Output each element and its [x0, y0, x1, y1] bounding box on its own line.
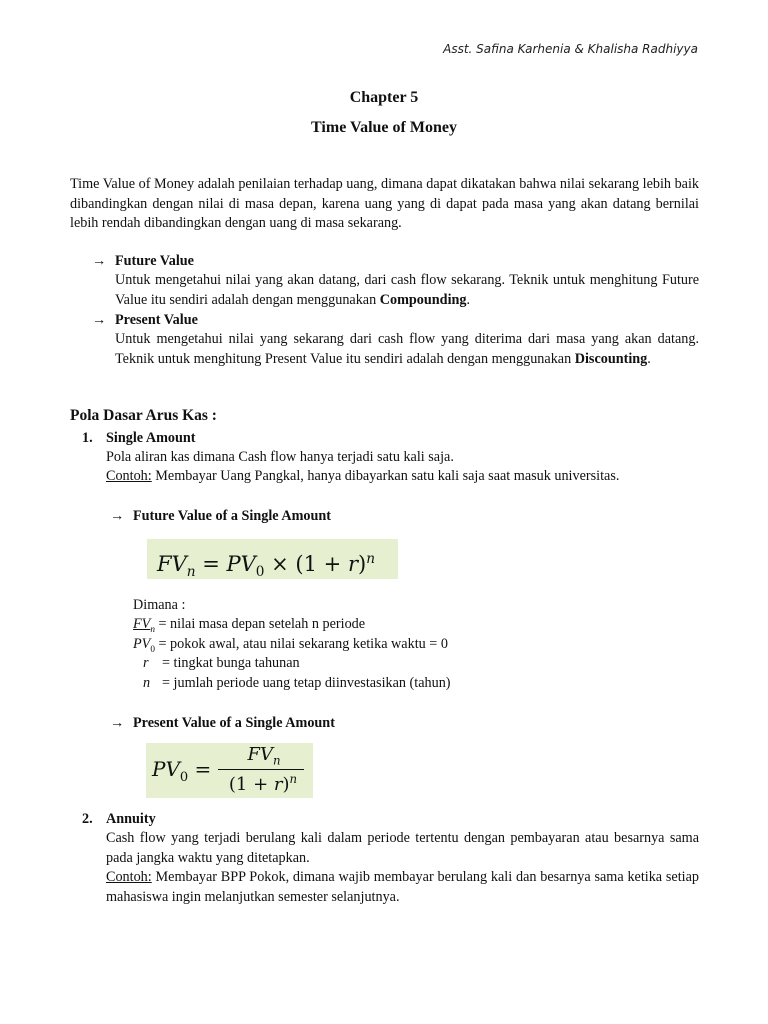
present-value-text: Untuk mengetahui nilai yang sekarang dari cash flow yang diterima dari masa yang akan datang. Teknik untuk menghitung Present Value itu sendiri adalah dengan menggunakan Discounting.: [115, 331, 699, 367]
author-header: Asst. Safina Karhenia & Khalisha Radhiyya: [443, 42, 698, 56]
def-n: n = jumlah periode uang tetap diinvestasikan (tahun): [143, 675, 451, 691]
future-value-heading: Future Value: [115, 253, 194, 269]
annuity-desc: Cash flow yang terjadi berulang kali dalam periode tertentu dengan pembayaran atau besarnya sama pada jangka waktu yang ditetapkan.: [106, 830, 699, 866]
arrow-icon: →: [92, 312, 107, 328]
fv-formula: $FV_n = PV_0 \times (1 + r)^n$: [147, 539, 398, 579]
pv-formula: $PV_0$ = $FV_n$ $(1 + r)^n$: [146, 743, 313, 798]
compounding-term: Compounding: [379, 291, 467, 308]
single-amount-example: Contoh: Membayar Uang Pangkal, hanya dibayarkan satu kali saja saat masuk universitas.: [106, 468, 620, 484]
discounting-term: Discounting: [574, 350, 648, 367]
pola-dasar-heading: Pola Dasar Arus Kas :: [70, 407, 217, 424]
fraction-denominator: $(1 + r)^n$: [228, 772, 298, 795]
intro-paragraph: Time Value of Money adalah penilaian terhadap uang, dimana dapat dikatakan bahwa nilai sekarang lebih baik dibandingkan dengan nilai di masa depan, karena uang yang di dapat pada masa yang akan datang bernilai lebih rendah dibandingkan dengan uang di masa sekarang.: [70, 176, 699, 231]
arrow-icon: →: [92, 253, 107, 269]
present-value-heading: Present Value: [115, 312, 198, 328]
fv-single-heading: Future Value of a Single Amount: [133, 508, 331, 524]
dimana-label: Dimana :: [133, 597, 186, 613]
arrow-icon: →: [110, 715, 125, 731]
annuity-example: Contoh: Membayar BPP Pokok, dimana wajib membayar berulang kali dan besarnya sama ketika setiap mahasiswa ingin melanjutkan semester selanjutnya.: [106, 869, 699, 905]
page-title: Time Value of Money: [311, 119, 457, 136]
fraction-numerator: $FV_n$: [247, 744, 281, 768]
single-amount-desc: Pola aliran kas dimana Cash flow hanya terjadi satu kali saja.: [106, 449, 454, 465]
chapter-label: Chapter 5: [349, 89, 419, 106]
list-number: 2.: [82, 811, 93, 827]
single-amount-heading: Single Amount: [106, 430, 196, 446]
pv-single-heading: Present Value of a Single Amount: [133, 715, 335, 731]
def-r: r = tingkat bunga tahunan: [143, 655, 300, 671]
def-fvn: $FV_n$ = nilai masa depan setelah n periode: [133, 616, 366, 634]
fraction-bar: [218, 769, 304, 770]
list-number: 1.: [82, 430, 93, 446]
arrow-icon: →: [110, 508, 125, 524]
def-pv0: $PV_0$ = pokok awal, atau nilai sekarang ketika waktu = 0: [133, 636, 448, 654]
future-value-text: Untuk mengetahui nilai yang akan datang, dari cash flow sekarang. Teknik untuk menghitung Future Value itu sendiri adalah dengan menggunakan Compounding.: [115, 272, 699, 308]
annuity-heading: Annuity: [106, 811, 156, 827]
